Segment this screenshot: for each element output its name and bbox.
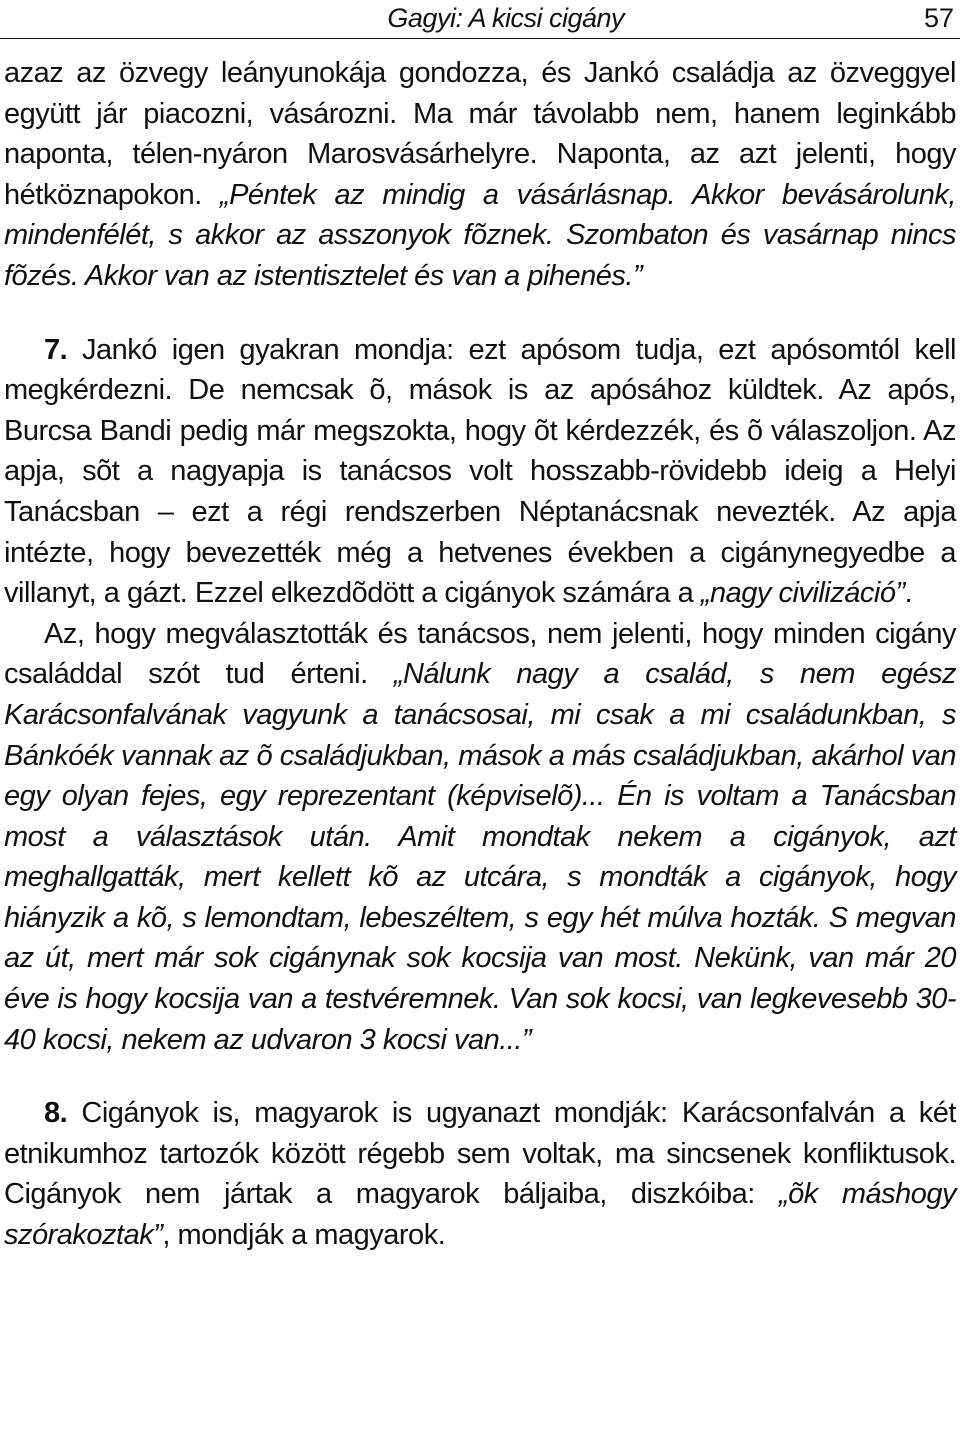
quotation: „Péntek az mindig a vásárlásnap. Akkor bevásárolunk, mindenfélét, s akkor az asszonyok fõznek. Szombaton és vasárnap nincs fõzés. Akkor van az istentisztelet és van a pihenés.” <box>4 178 956 292</box>
paragraph-text: . <box>904 577 913 610</box>
paragraph-1 <box>4 53 956 297</box>
quotation: „Nálunk nagy a család, s nem egész Karácsonfalvának vagyunk a tanácsosai, mi csak a mi családunkban, s Bánkóék vannak az õ családjukban, mások a más családjukban, akárhol van egy olyan fejes, egy reprezentant (képviselõ)... Én is voltam a Tanácsban most a választások után. Amit mondtak nekem a cigányok, azt meghallgatták, mert kellett kõ az utcára, s mondták a cigányok, hogy hiányzik a kõ, s lemondtam, lebeszéltem, s egy hét múlva hozták. S megvan az út, mert már sok cigánynak sok kocsija van most. Nekünk, van már 20 éve is hogy kocsija van a testvéremnek. Van sok kocsi, van legkevesebb 30-40 kocsi, nekem az udvaron 3 kocsi van...” <box>4 658 956 1056</box>
section-number: 8. <box>44 1097 68 1130</box>
paragraph-text: , mondják a magyarok. <box>162 1219 446 1252</box>
paragraph-text: azaz az özvegy leányunokája gondozza, és Jankó családja az özveggyel együtt jár piacozni, vásározni. Ma már távolabb nem, hanem leginkább naponta, télen-nyáron Marosvásárhelyre. Naponta, az azt jelenti, hogy hétköznapokon. <box>4 57 956 211</box>
paragraph-2 <box>4 330 956 614</box>
running-title: Gagyi: A kicsi cigány <box>387 3 624 33</box>
paragraph-text: Jankó igen gyakran mondja: ezt apósom tudja, ezt apósomtól kell megkérdezni. De nemcsak õ, mások is az apósához küldtek. Az após, Burcsa Bandi pedig már megszokta, hogy õt kérdezzék, és õ válaszoljon. Az apja, sõt a nagyapja is tanácsos volt hosszabb-rövidebb ideig a Helyi Tanácsban – ezt a régi rendszerben Néptanácsnak nevezték. Az apja intézte, hogy bevezették még a hetvenes években a cigánynegyedbe a villanyt, a gázt. Ezzel elkezdõdött a cigányok számára a <box>4 333 956 610</box>
paragraph-4 <box>4 1093 956 1255</box>
paragraph-text: Az, hogy megválasztották és tanácsos, nem jelenti, hogy minden cigány családdal szót tud érteni. <box>4 617 956 691</box>
paragraph-text: Cigányok is, magyarok is ugyanazt mondják: Karácsonfalván a két etnikumhoz tartozók között régebb sem voltak, ma sincsenek konfliktusok. Cigányok nem jártak a magyarok báljaiba, diszkóiba: <box>4 1097 956 1211</box>
page-number: 57 <box>923 3 954 33</box>
quotation: „õk máshogy szórakoztak” <box>4 1178 957 1252</box>
running-header <box>0 0 960 39</box>
quotation: „nagy civilizáció” <box>700 577 905 610</box>
paragraph-3 <box>4 614 956 1061</box>
body-text <box>4 53 956 1256</box>
section-number: 7. <box>44 333 68 366</box>
